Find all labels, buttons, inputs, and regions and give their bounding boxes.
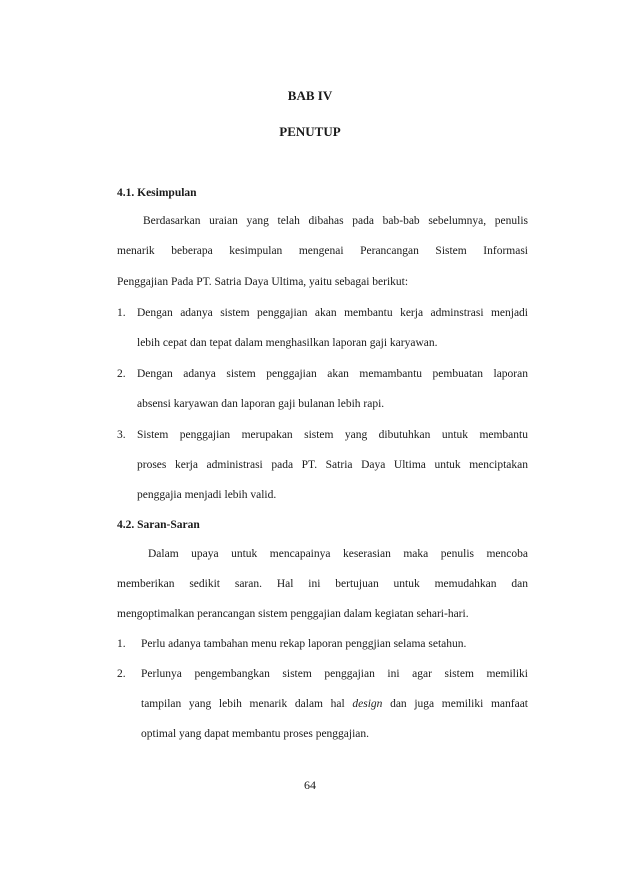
list-number: 3. (117, 429, 126, 441)
text-segment: tampilan yang lebih menarik dalam hal (141, 698, 353, 710)
text-segment: dan juga memiliki manfaat (382, 698, 528, 710)
section-heading-saran: 4.2. Saran-Saran (117, 519, 200, 531)
page-number: 64 (304, 778, 316, 792)
chapter-title: PENUTUP (279, 124, 341, 139)
list-item-line: Perlunya pengembangkan sistem penggajian ini agar sistem memiliki (141, 668, 528, 680)
list-number: 2. (117, 668, 126, 680)
list-item-line: Perlu adanya tambahan menu rekap laporan penggjian selama setahun. (141, 638, 467, 650)
paragraph-line: Penggajian Pada PT. Satria Daya Ultima, yaitu sebagai berikut: (117, 276, 409, 288)
paragraph-line: menarik beberapa kesimpulan mengenai Perancangan Sistem Informasi (117, 245, 528, 257)
section-heading-kesimpulan: 4.1. Kesimpulan (117, 187, 197, 199)
list-item-line: optimal yang dapat membantu proses penggajian. (141, 728, 370, 740)
list-number: 2. (117, 368, 126, 380)
paragraph-line: mengoptimalkan perancangan sistem penggajian dalam kegiatan sehari-hari. (117, 608, 469, 620)
list-number: 1. (117, 307, 126, 319)
list-item-line: lebih cepat dan tepat dalam menghasilkan laporan gaji karyawan. (137, 337, 438, 349)
paragraph-line: Berdasarkan uraian yang telah dibahas pada bab-bab sebelumnya, penulis (143, 215, 528, 227)
chapter-label: BAB IV (287, 88, 333, 103)
paragraph-line: memberikan sedikit saran. Hal ini bertujuan untuk memudahkan dan (117, 578, 528, 590)
list-item-line: Sistem penggajian merupakan sistem yang dibutuhkan untuk membantu (137, 429, 528, 441)
list-item-line: Dengan adanya sistem penggajian akan membantu kerja adminstrasi menjadi (137, 307, 528, 319)
paragraph-line: Dalam upaya untuk mencapainya keserasian maka penulis mencoba (148, 548, 528, 560)
list-item-line (141, 698, 528, 710)
list-item-line: penggajia menjadi lebih valid. (137, 489, 277, 501)
italic-term: design (352, 698, 383, 710)
list-item-line: absensi karyawan dan laporan gaji bulanan lebih rapi. (137, 398, 385, 410)
list-item-line: Dengan adanya sistem penggajian akan memambantu pembuatan laporan (137, 368, 528, 380)
list-number: 1. (117, 638, 126, 650)
list-item-line: proses kerja administrasi pada PT. Satria Daya Ultima untuk menciptakan (137, 459, 528, 471)
